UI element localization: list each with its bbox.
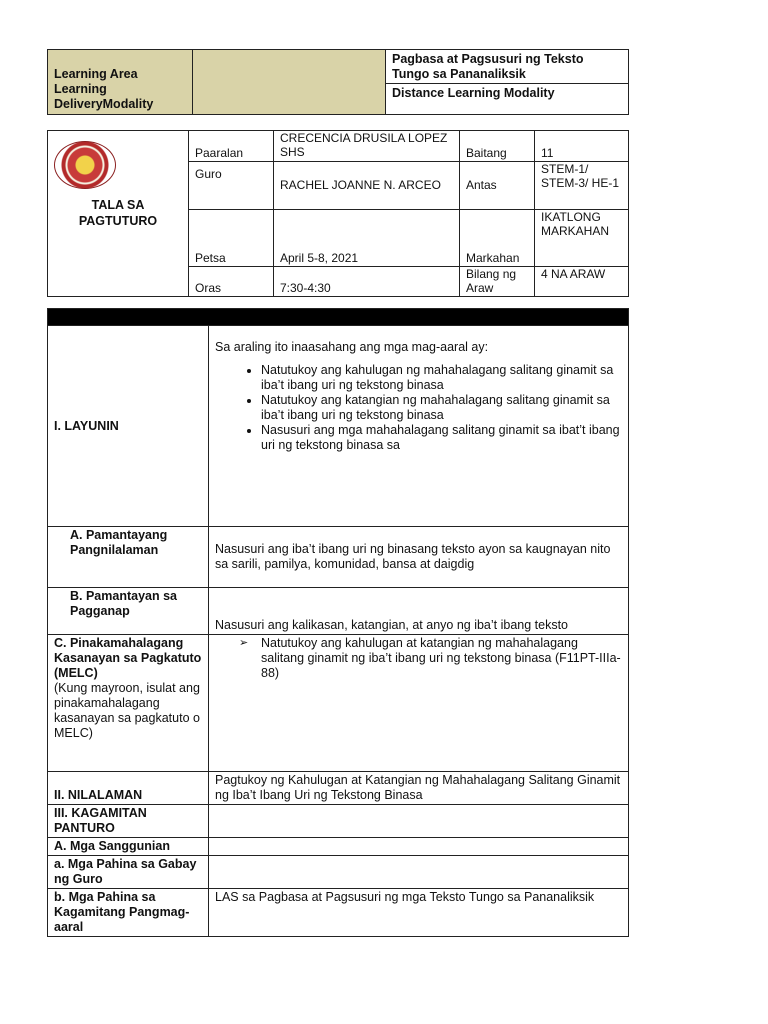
gabay-value [209,856,629,889]
markahan-label: Markahan [460,210,535,267]
kagamitang-label: b. Mga Pahina sa Kagamitang Pangmag-aaral [48,889,209,937]
layunin-content [209,326,629,527]
melc-list [215,636,622,681]
learning-area-line: Learning Area [54,67,138,81]
guro-label: Guro [189,162,274,210]
melc-label: C. Pinakamahalagang Kasanayan sa Pagkatuto (MELC) [54,636,202,680]
melc-note: (Kung mayroon, isulat ang pinakamahalagang kasanayan sa pagkatuto o MELC) [54,681,200,740]
learning-area-label [48,50,193,115]
pamantayang-pangnilalaman-label: A. Pamantayang Pangnilalaman [48,527,209,588]
black-header-bar [48,309,629,326]
layunin-intro: Sa araling ito inaasahang ang mga mag-aaral ay: [215,340,489,354]
school-seal-icon [54,141,116,189]
markahan-value: IKATLONG MARKAHAN [535,210,629,267]
guro-value: RACHEL JOANNE N. ARCEO [274,162,460,210]
antas-value: STEM-1/ STEM-3/ HE-1 [535,162,629,210]
tala-title [52,197,184,229]
bilang-label: Bilang ng Araw [460,267,535,297]
paaralan-value: CRECENCIA DRUSILA LOPEZ SHS [274,131,460,162]
layunin-label: I. LAYUNIN [48,326,209,527]
logo-cell [48,131,189,297]
list-item: ➢ Natutukoy ang kahulugan at katangian ng mahahalagang salitang ginamit ng iba’t ibang uri ng tekstong binasa (F11PT-IIIa-88) [261,636,622,681]
info-table [47,130,629,297]
gabay-label: a. Mga Pahina sa Gabay ng Guro [48,856,209,889]
kagamitang-text: LAS sa Pagbasa at Pagsusuri ng mga Teksto Tungo sa Pananaliksik [209,889,629,937]
pamantayang-pangnilalaman-text: Nasusuri ang iba’t ibang uri ng binasang teksto ayon sa kaugnayan nito sa sarili, pamilya, komunidad, bansa at daigdig [209,527,629,588]
paaralan-label: Paaralan [189,131,274,162]
nilalaman-label: II. NILALAMAN [48,772,209,805]
pamantayan-pagganap-label: B. Pamantayan sa Pagganap [48,588,209,635]
sanggunian-label: A. Mga Sanggunian [48,838,209,856]
baitang-label: Baitang [460,131,535,162]
antas-label: Antas [460,162,535,210]
modality-cell: Distance Learning Modality [386,84,629,115]
melc-content [209,635,629,772]
kagamitan-value [209,805,629,838]
petsa-value: April 5-8, 2021 [274,210,460,267]
learning-line: Learning [54,82,107,96]
lesson-table [47,308,629,937]
bilang-value: 4 NA ARAW [535,267,629,297]
layunin-list [215,363,622,453]
petsa-label: Petsa [189,210,274,267]
oras-value: 7:30-4:30 [274,267,460,297]
baitang-value: 11 [535,131,629,162]
sanggunian-value [209,838,629,856]
header-blank-cell [193,50,386,115]
header-table [47,49,629,115]
list-item: • Natutukoy ang kahulugan ng mahahalagang salitang ginamit sa iba’t ibang uri ng tekstong binasa [261,363,622,393]
kagamitan-label: III. KAGAMITAN PANTURO [48,805,209,838]
list-item: • Natutukoy ang katangian ng mahahalagang salitang ginamit sa iba’t ibang uri ng tekstong binasa [261,393,622,423]
nilalaman-text: Pagtukoy ng Kahulugan at Katangian ng Mahahalagang Salitang Ginamit ng Iba’t Ibang Uri ng Tekstong Binasa [209,772,629,805]
tala-line1: TALA SA [91,198,145,212]
subject-cell: Pagbasa at Pagsusuri ng Teksto Tungo sa Pananaliksik [386,50,629,84]
pamantayan-pagganap-text: Nasusuri ang kalikasan, katangian, at anyo ng iba’t ibang teksto [209,588,629,635]
melc-label-cell [48,635,209,772]
delivery-modality-line: DeliveryModality [54,97,154,111]
list-item: • Nasusuri ang mga mahahalagang salitang ginamit sa ibat’t ibang uri ng tekstong binasa sa [261,423,622,453]
oras-label: Oras [189,267,274,297]
tala-line2: PAGTUTURO [78,214,158,228]
